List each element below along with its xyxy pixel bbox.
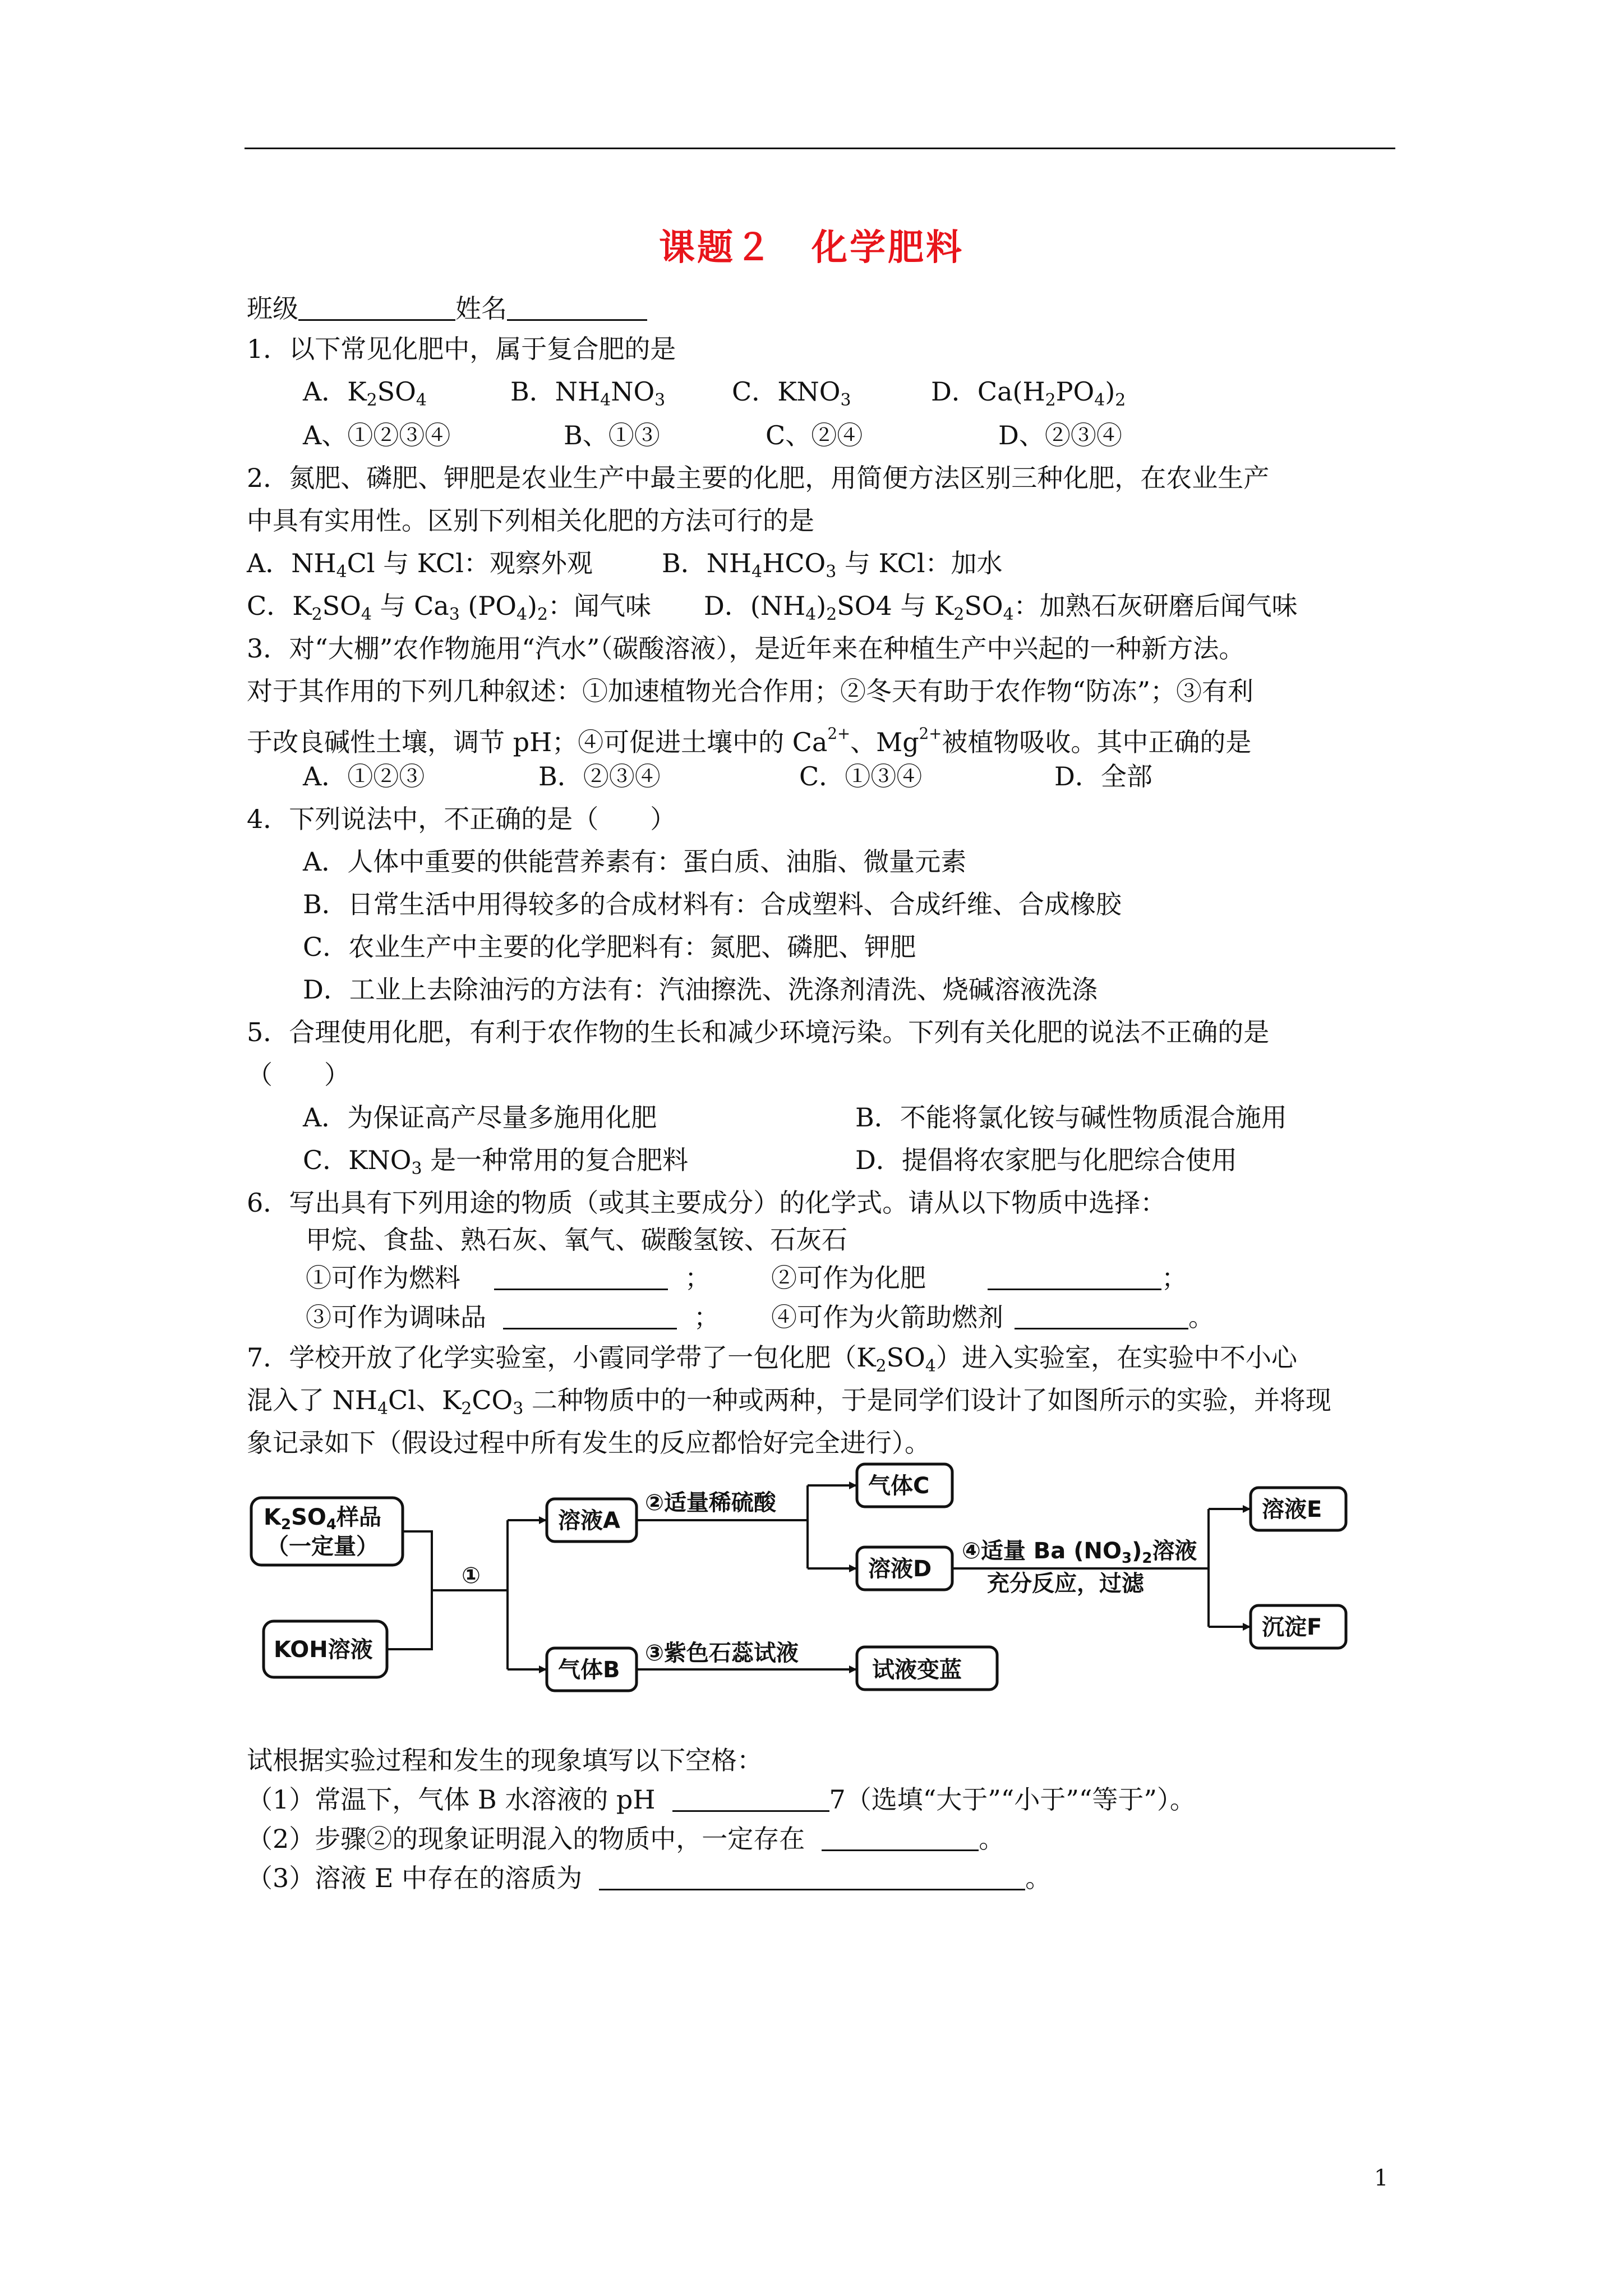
q7-line3: 象记录如下（假设过程中所有发生的反应都恰好完全进行）。 (247, 1428, 930, 1458)
precipitate-f-label: 沉淀F (1262, 1614, 1322, 1640)
q1-choice-c[interactable]: C、②④ (766, 420, 863, 450)
sample-amount-label: （一定量） (266, 1534, 379, 1559)
q7-line1: 7．学校开放了化学实验室，小霞同学带了一包化肥$(K_2SO_4)$进入实验室，在实验中不小心 (247, 1342, 1297, 1376)
q1-choice-d[interactable]: D、②③④ (998, 420, 1122, 450)
q2-line1: 2．氮肥、磷肥、钾肥是农业生产中最主要的化肥，用简便方法区别三种化肥，在农业生产 (247, 463, 1270, 493)
header-rule (245, 148, 1395, 149)
q6-stem: 6．写出具有下列用途的物质（或其主要成分）的化学式。请从以下物质中选择： (247, 1188, 1166, 1218)
q4-option-c[interactable]: C．农业生产中主要的化学肥料有：氮肥、磷肥、钾肥 (303, 932, 916, 962)
q6-blank-2[interactable] (988, 1264, 1161, 1290)
q1-stem: 1．以下常见化肥中，属于复合肥的是 (247, 334, 676, 364)
q6-substance-list: 甲烷、食盐、熟石灰、氧气、碳酸氢铵、石灰石 (306, 1225, 847, 1255)
gas-c-label: 气体C (868, 1473, 930, 1499)
q3-line3: 于改良碱性土壤，调节 pH；④可促进土壤中的 $Ca^{2+}$、$Mg^{2+}$被植物吸收。其中正确的是 (247, 724, 1252, 758)
q5-option-b[interactable]: B．不能将氯化铵与碱性物质混合施用 (855, 1102, 1287, 1133)
koh-label: KOH溶液 (274, 1637, 373, 1663)
q3-line2: 对于其作用的下列几种叙述：①加速植物光合作用；②冬天有助于农作物“防冻”；③有利 (247, 676, 1254, 706)
q2-option-d[interactable]: D．$(NH_4)_2SO4$ 与 $K_2SO_4$：加熟石灰研磨后闻气味 (704, 591, 1298, 624)
q7-line2: 混入了 $NH_4Cl$、$K_2CO_3$ 二种物质中的一种或两种，于是同学们设计了如图所示的实验，并将现 (247, 1385, 1331, 1419)
sample-label: $K_2SO_4$样品 (264, 1504, 381, 1533)
name-label: 姓名 (455, 293, 507, 324)
q4-option-b[interactable]: B．日常生活中用得较多的合成材料有：合成塑料、合成纤维、合成橡胶 (303, 889, 1122, 919)
q7-instructions: 试根据实验过程和发生的现象填写以下空格： (247, 1745, 763, 1775)
q2-option-c[interactable]: C．$K_2SO_4$ 与 $Ca_3$ $(PO_4)_2$：闻气味 (247, 591, 652, 624)
q2-option-a[interactable]: A．$NH_4Cl$ 与 KCl：观察外观 (247, 548, 593, 582)
q3-choice-b[interactable]: B．②③④ (538, 761, 661, 792)
step-4-detail-label: 充分反应，过滤 (987, 1571, 1144, 1596)
q3-choice-a[interactable]: A．①②③ (303, 761, 425, 792)
q1-option-d: D．$Ca(H_2PO_4)_2$ (931, 376, 1126, 410)
step-2-label: ②适量稀硫酸 (645, 1490, 776, 1516)
q2-option-b[interactable]: B．$NH_4HCO_3$ 与 KCl：加水 (662, 548, 1003, 582)
q7-blank-3[interactable] (599, 1864, 1025, 1890)
q4-option-d[interactable]: D．工业上去除油污的方法有：汽油擦洗、洗涤剂清洗、烧碱溶液洗涤 (303, 974, 1098, 1005)
step-3-label: ③紫色石蕊试液 (645, 1640, 799, 1666)
q1-option-a: A．$K_2SO_4$ (303, 376, 427, 410)
q5-option-c[interactable]: C．$KNO_3$ 是一种常用的复合肥料 (303, 1145, 689, 1179)
class-name-line (247, 292, 647, 325)
q4-stem: 4．下列说法中，不正确的是（ ） (247, 804, 676, 834)
q3-choice-d[interactable]: D．全部 (1054, 761, 1152, 792)
q2-line2: 中具有实用性。区别下列相关化肥的方法可行的是 (247, 505, 814, 536)
q5-option-d[interactable]: D．提倡将农家肥与化肥综合使用 (855, 1145, 1237, 1175)
solution-e-label: 溶液E (1262, 1497, 1322, 1522)
name-blank[interactable] (507, 295, 647, 321)
q5-option-a[interactable]: A．为保证高产尽量多施用化肥 (303, 1102, 657, 1133)
step-4-label: ④适量 Ba $(NO_3)_2$溶液 (962, 1538, 1197, 1567)
step-1-label: ① (462, 1563, 481, 1589)
q6-item-4: ④可作为火箭助燃剂 。 (771, 1302, 1214, 1332)
q7-blank-2[interactable] (822, 1825, 979, 1851)
page-title: 课题２ 化学肥料 (659, 227, 964, 269)
q6-blank-3[interactable] (503, 1303, 677, 1329)
q7-part-1: （1）常温下，气体 B 水溶液的 pH 7（选填“大于”“小于”“等于”）。 (247, 1784, 1196, 1815)
q1-option-b: B．$NH_4NO_3$ (510, 376, 666, 410)
solution-d-label: 溶液D (868, 1556, 932, 1582)
litmus-blue-label: 试液变蓝 (872, 1657, 962, 1683)
q6-item-2: ②可作为化肥 ； (771, 1263, 1187, 1293)
gas-b-label: 气体B (558, 1657, 620, 1683)
q4-option-a[interactable]: A．人体中重要的供能营养素有：蛋白质、油脂、微量元素 (303, 846, 967, 877)
q3-line1: 3．对“大棚”农作物施用“汽水”（碳酸溶液），是近年来在种植生产中兴起的一种新方法。 (247, 633, 1245, 664)
q6-item-1: ①可作为燃料 ； (306, 1263, 711, 1293)
q1-option-c: C．$KNO_3$ (732, 376, 851, 410)
q7-part-3: （3）溶液 E 中存在的溶质为 。 (247, 1863, 1052, 1893)
q5-line2: （ ） (247, 1060, 350, 1090)
experiment-flow-diagram (241, 1458, 1408, 1728)
q6-blank-1[interactable] (494, 1264, 668, 1290)
q5-line1: 5．合理使用化肥，有利于农作物的生长和减少环境污染。下列有关化肥的说法不正确的是 (247, 1017, 1270, 1047)
q6-blank-4[interactable] (1015, 1303, 1188, 1329)
q1-choice-b[interactable]: B、①③ (564, 420, 660, 450)
q7-blank-1[interactable] (672, 1786, 829, 1812)
solution-a-label: 溶液A (558, 1508, 620, 1534)
q6-item-3: ③可作为调味品 ； (306, 1302, 720, 1332)
q7-part-2: （2）步骤②的现象证明混入的物质中，一定存在 。 (247, 1824, 1005, 1854)
page-number: 1 (1374, 2165, 1389, 2191)
q1-choice-a[interactable]: A、①②③④ (303, 420, 451, 450)
q3-choice-c[interactable]: C．①③④ (799, 761, 923, 792)
class-label: 班级 (247, 293, 298, 324)
class-blank[interactable] (298, 295, 455, 321)
